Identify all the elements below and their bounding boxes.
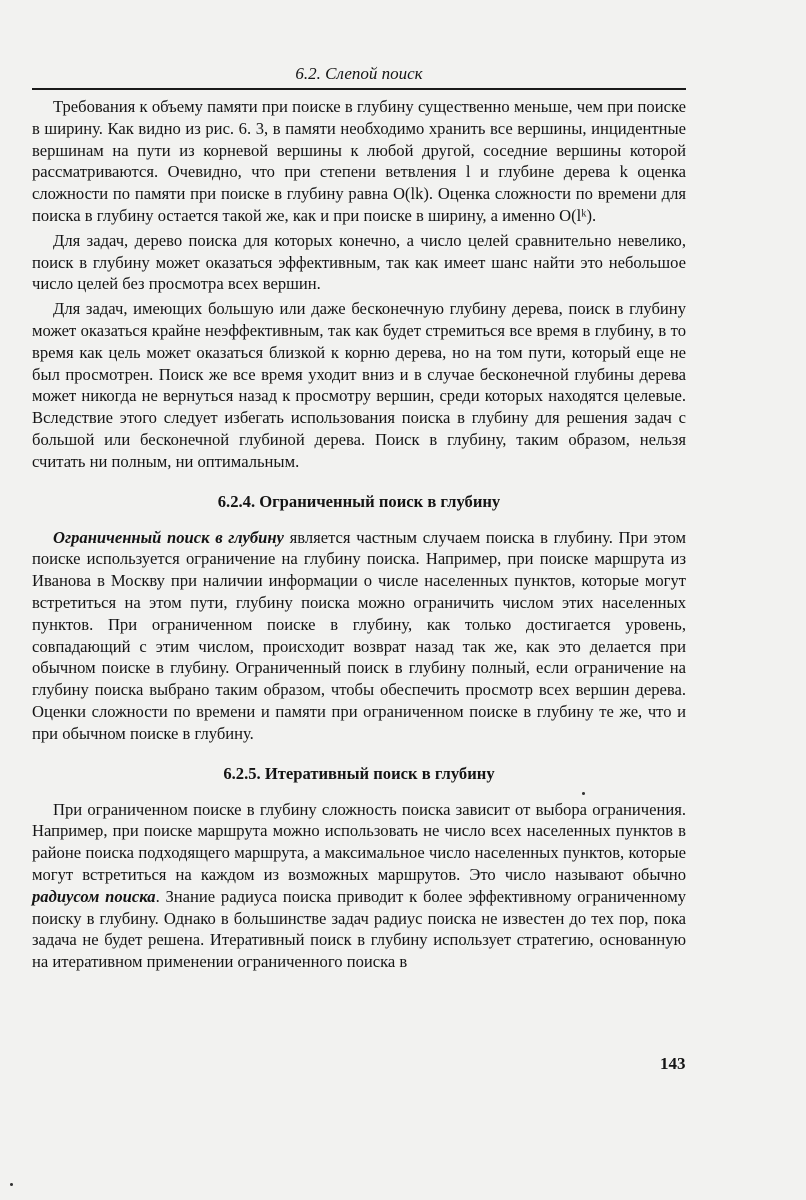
scan-speck [582, 792, 585, 795]
paragraph-text: является частным случаем поиска в глубину. При этом поиске используется ограничение на глубину поиска. Например, при поиске маршрута из Иванова в Москву при наличии информации о числе населенных пунктов, которые могут встретиться на этом пути, глубину поиска можно ограничить числом этих населенных пунктов. При ограниченном поиске в глубину, как только достигается уровень, совпадающий с этим числом, происходит возврат назад так же, как это делается при обычном поиске в глубину. Ограниченный поиск в глубину полный, если ограничение на глубину поиска выбрано таким образом, чтобы обеспечить просмотр всех вершин дерева. Оценки сложности по времени и памяти при ограниченном поиске в глубину те же, что и при обычном поиске в глубину. [32, 527, 686, 743]
paragraph [32, 527, 686, 745]
paragraph: Для задач, имеющих большую или даже бесконечную глубину дерева, поиск в глубину может оказаться крайне неэффективным, так как будет стремиться все время в глубину, в то время как цель может оказаться близкой к корню дерева, но на том пути, который еще не был просмотрен. Поиск же все время уходит вниз и в случае бесконечной глубины дерева может никогда не вернуться назад к просмотру вершин, среди которых находятся целевые. Вследствие этого следует избегать использования поиска в глубину для решения задач с большой или бесконечной глубиной дерева. Поиск в глубину, таким образом, нельзя считать ни полным, ни оптимальным. [32, 299, 686, 471]
page-number: 143 [660, 1054, 686, 1073]
paragraph-text: . Знание радиуса поиска приводит к более эффективному ограниченному поиску в глубину. Однако в большинстве задач радиус поиска не известен до тех пор, пока задача не будет решена. Итеративный поиск в глубину использует стратегию, основанную на итеративном применении ограниченного поиска в [32, 886, 687, 972]
term-search-radius: радиусом поиска [32, 886, 156, 906]
paragraph [32, 799, 686, 973]
term-bounded-dfs: Ограниченный поиск в глубину [53, 527, 284, 547]
paragraph: Для задач, дерево поиска для которых конечно, а число целей сравнительно невелико, поиск в глубину может оказаться эффективным, так как имеет шанс найти это небольшое число целей без просмотра всех вершин. [32, 230, 686, 294]
section-heading-6-2-4: 6.2.4. Ограниченный поиск в глубину [217, 491, 501, 511]
page-body [32, 96, 686, 976]
paragraph: Требования к объему памяти при поиске в глубину существенно меньше, чем при поиске в ширину. Как видно из рис. 6. 3, в памяти необходимо хранить все вершины, инцидентные вершинам на пути из корневой вершины к любой другой, соседние вершины которой рассматриваются. Очевидно, что при степени ветвления l и глубине дерева k оценка сложности по памяти при поиске в глубину равна O(lk). Оценка сложности по времени для поиска в глубину остается такой же, как и при поиске в ширину, а именно O(lᵏ). [32, 97, 686, 225]
running-header: 6.2. Слепой поиск [32, 64, 686, 90]
paragraph-text: При ограниченном поиске в глубину сложность поиска зависит от выбора ограничения. Например, при поиске маршрута можно использовать не число всех населенных пунктов в районе поиска подходящего маршрута, а максимальное число населенных пунктов, которые могут встретиться на каждом из возможных маршрутов. Это число называют обычно [32, 799, 686, 884]
scan-speck [10, 1183, 13, 1186]
section-heading-6-2-5: 6.2.5. Итеративный поиск в глубину [223, 763, 495, 783]
